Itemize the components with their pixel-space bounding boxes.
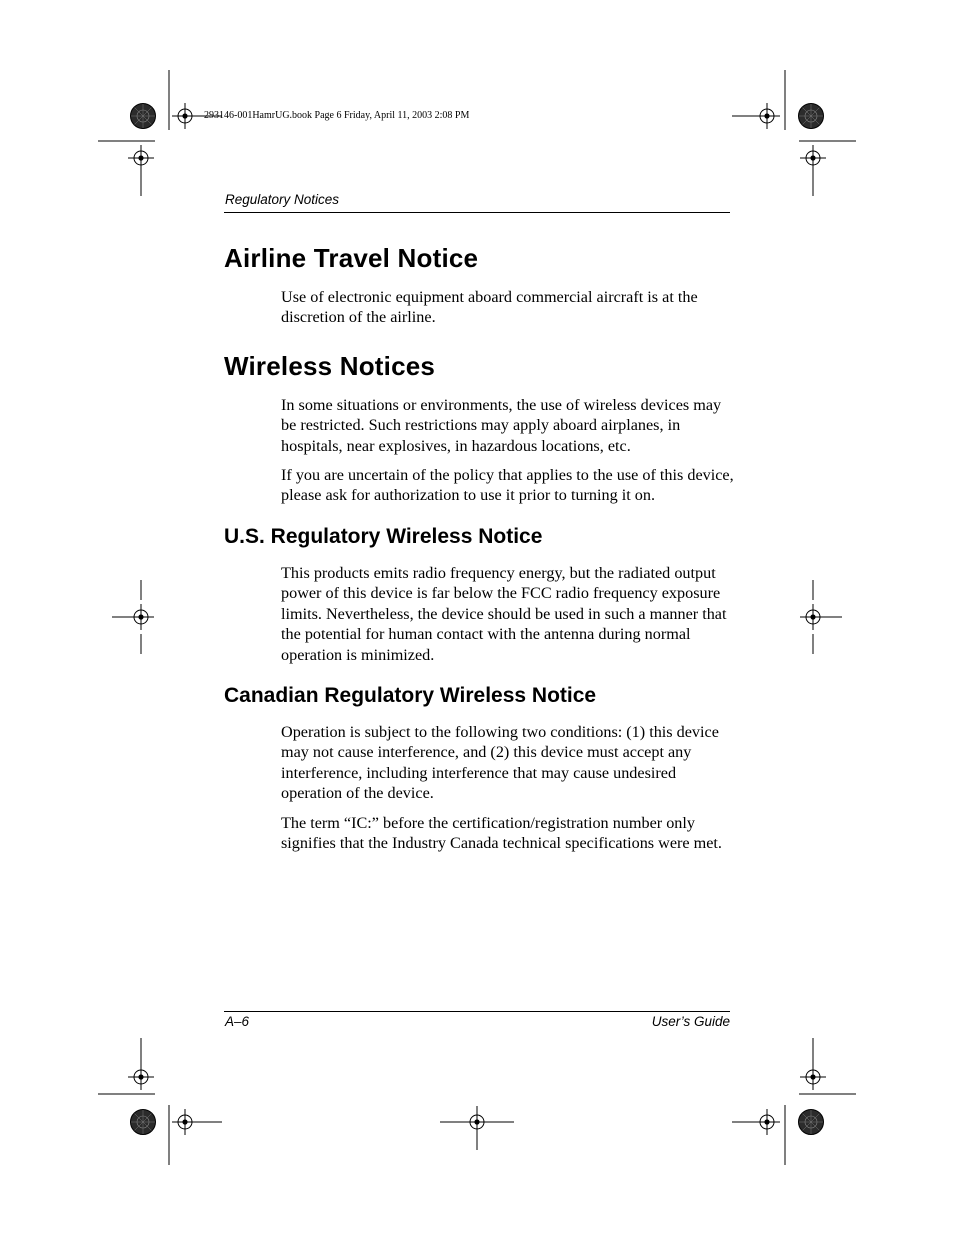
print-slug: 293146-001HamrUG.book Page 6 Friday, April 11, 2003 2:08 PM (204, 110, 470, 121)
paragraph-us-regulatory: This products emits radio frequency energy, but the radiated output power of this device is far below the FCC radio frequency exposure limits. Nevertheless, the device should be used in such a manner that the potential for human contact with the antenna during normal operation is minimized. (281, 564, 727, 664)
heading-canadian-regulatory-wireless-notice: Canadian Regulatory Wireless Notice (224, 684, 597, 707)
paragraph-canadian-ic-term: The term “IC:” before the certification/registration number only signifies that the Industry Canada technical specifications were met. (281, 814, 722, 853)
footer-page-number: A–6 (225, 1014, 250, 1029)
header-rule (224, 212, 730, 213)
paragraph-wireless-policy: If you are uncertain of the policy that applies to the use of this device, please ask for authorization to use it prior to turning it on. (281, 466, 734, 505)
footer-rule (224, 1011, 730, 1012)
heading-us-regulatory-wireless-notice: U.S. Regulatory Wireless Notice (224, 525, 543, 548)
paragraph-wireless-restrictions: In some situations or environments, the use of wireless devices may be restricted. Such restrictions may apply aboard airplanes, in hospitals, near explosives, in hazardous locations, etc. (281, 396, 722, 455)
heading-airline-travel-notice: Airline Travel Notice (224, 243, 479, 273)
footer-book-title: User’s Guide (651, 1014, 730, 1029)
paragraph-airline-travel: Use of electronic equipment aboard commercial aircraft is at the discretion of the airline. (281, 288, 698, 327)
paragraph-canadian-conditions: Operation is subject to the following two conditions: (1) this device may not cause interference, and (2) this device must accept any interference, including interference that may cause undesired operation of the device. (281, 723, 719, 803)
running-head: Regulatory Notices (225, 192, 340, 207)
heading-wireless-notices: Wireless Notices (224, 351, 436, 381)
